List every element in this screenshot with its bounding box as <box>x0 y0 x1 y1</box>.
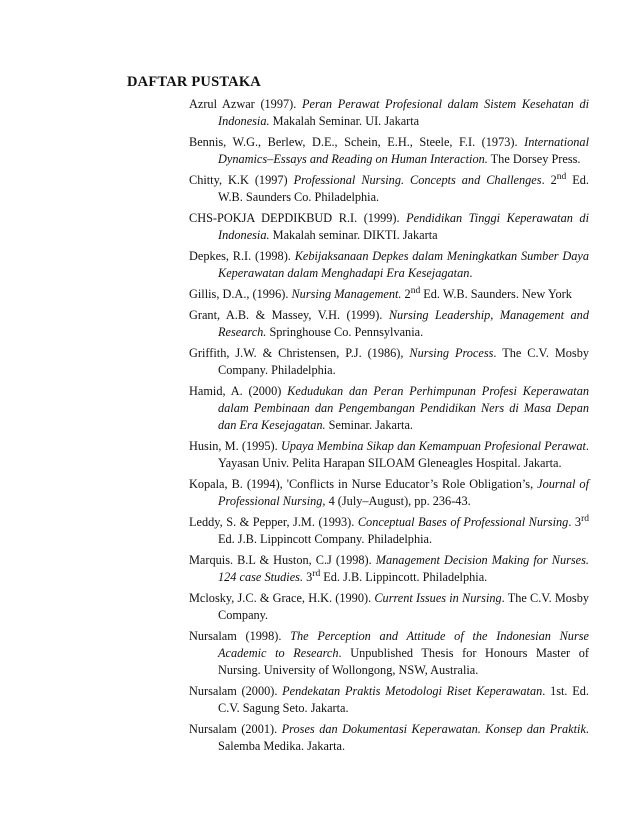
reference-title: Journal of Professional Nursing, <box>218 477 589 508</box>
reference-entry <box>189 438 589 472</box>
reference-entry <box>189 134 589 168</box>
reference-title: Conceptual Bases of Professional Nursing <box>357 515 569 529</box>
reference-title: Kebijaksanaan Depkes dalam Meningkatkan Sumber Daya Keperawatan dalam Menghadapi Era Kesejagatan <box>218 249 590 280</box>
reference-entry <box>189 307 589 341</box>
reference-title: The Perception and Attitude of the Indonesian Nurse Academic to Research <box>218 629 589 660</box>
reference-text: . 2 <box>541 173 557 187</box>
reference-text: Kopala, B. (1994), 'Conflicts in Nurse Educator’s Role Obligation’s, <box>189 477 538 491</box>
reference-text: Makalah seminar. DIKTI. Jakarta <box>269 228 438 242</box>
reference-entry <box>189 683 589 717</box>
reference-text: Nursalam (1998). <box>189 629 291 643</box>
reference-text: Depkes, R.I. (1998). <box>189 249 295 263</box>
reference-entry <box>189 383 589 434</box>
reference-title: Professional Nursing. Concepts and Challenges <box>293 173 542 187</box>
reference-title: Upaya Membina Sikap dan Kemampuan Profesional Perawat <box>280 439 586 453</box>
reference-text: 3 <box>303 570 313 584</box>
reference-text: . Unpublished Thesis for Honours Master of Nursing. University of Wollongong, NSW, Australia. <box>218 646 589 677</box>
reference-text: . 1st. Ed. C.V. Sagung Seto. Jakarta. <box>218 684 589 715</box>
reference-entry <box>189 721 589 755</box>
reference-text: . <box>469 266 473 280</box>
reference-text: 2 <box>401 287 411 301</box>
reference-text: Nursalam (2001). <box>189 722 282 736</box>
page-title: DAFTAR PUSTAKA <box>127 74 261 90</box>
reference-title: Management Decision Making for Nurses. 124 case Studies. <box>218 553 589 584</box>
reference-text: Chitty, K.K (1997) <box>189 173 294 187</box>
reference-text: Nursalam (2000). <box>189 684 283 698</box>
reference-title: Nursing Management. <box>291 287 402 301</box>
reference-text: . The C.V. Mosby Company. <box>218 591 589 622</box>
reference-entry <box>189 172 589 206</box>
reference-text: Makalah Seminar. UI. Jakarta <box>269 114 420 128</box>
reference-text: Azrul Azwar (1997). <box>189 97 302 111</box>
reference-entry <box>189 345 589 379</box>
reference-title: Nursing Process <box>409 346 494 360</box>
reference-text: . 3 <box>568 515 582 529</box>
reference-title: Proses dan Dokumentasi Keperawatan. Konsep dan Praktik <box>281 722 586 736</box>
reference-text: Gillis, D.A., (1996). <box>189 287 292 301</box>
reference-entry <box>189 476 589 510</box>
reference-entry <box>189 96 589 130</box>
reference-title: Pendekatan Praktis Metodologi Riset Keperawatan <box>282 684 543 698</box>
reference-entry <box>189 590 589 624</box>
reference-title: Current Issues in Nursing <box>374 591 502 605</box>
reference-entry <box>189 628 589 679</box>
reference-text: Ed. J.B. Lippincott. Philadelphia. <box>320 570 488 584</box>
reference-text: Seminar. Jakarta. <box>325 418 414 432</box>
reference-entry <box>189 286 589 303</box>
reference-text: Leddy, S. & Pepper, J.M. (1993). <box>189 515 358 529</box>
reference-entry <box>189 514 589 548</box>
reference-text: Bennis, W.G., Berlew, D.E., Schein, E.H., Steele, F.I. (1973). <box>189 135 525 149</box>
reference-text: . The C.V. Mosby Company. Philadelphia. <box>218 346 589 377</box>
ordinal-suffix: rd <box>581 514 589 524</box>
reference-title: Nursing Leadership, Management and Research. <box>218 308 589 339</box>
reference-entry <box>189 552 589 586</box>
reference-entry <box>189 248 589 282</box>
reference-title: Kedudukan dan Peran Perhimpunan Profesi Keperawatan dalam Pembinaan dan Pengembangan Pendidikan Ners di Masa Depan dan Era Kesejagatan. <box>218 384 589 432</box>
ordinal-suffix: nd <box>556 172 567 182</box>
reference-list <box>189 96 589 759</box>
reference-text: Grant, A.B. & Massey, V.H. (1999). <box>189 308 389 322</box>
reference-text: Ed. W.B. Saunders Co. Philadelphia. <box>218 173 590 204</box>
reference-text: Hamid, A. (2000) <box>189 384 288 398</box>
ordinal-suffix: rd <box>312 569 321 579</box>
ordinal-suffix: nd <box>410 286 421 296</box>
reference-text: Ed. J.B. Lippincott Company. Philadelphia. <box>218 532 433 546</box>
reference-text: Marquis. B.L & Huston, C.J (1998). <box>189 553 376 567</box>
reference-text: Ed. W.B. Saunders. New York <box>420 287 572 301</box>
reference-text: Springhouse Co. Pennsylvania. <box>266 325 424 339</box>
reference-text: 4 (July–August), pp. 236-43. <box>325 494 471 508</box>
reference-text: CHS-POKJA DEPDIKBUD R.I. (1999). <box>189 211 407 225</box>
reference-text: Husin, M. (1995). <box>189 439 281 453</box>
reference-text: Mclosky, J.C. & Grace, H.K. (1990). <box>189 591 375 605</box>
reference-text: . Salemba Medika. Jakarta. <box>218 722 589 753</box>
reference-title: International Dynamics–Essays and Reading on Human Interaction. <box>218 135 589 166</box>
reference-entry <box>189 210 589 244</box>
reference-text: Griffith, J.W. & Christensen, P.J. (1986), <box>189 346 410 360</box>
reference-title: Pendidikan Tinggi Keperawatan di Indonesia. <box>218 211 589 242</box>
reference-text: . Yayasan Univ. Pelita Harapan SILOAM Gleneagles Hospital. Jakarta. <box>218 439 589 470</box>
reference-title: Peran Perawat Profesional dalam Sistem Kesehatan di Indonesia. <box>218 97 590 128</box>
reference-text: The Dorsey Press. <box>487 152 581 166</box>
